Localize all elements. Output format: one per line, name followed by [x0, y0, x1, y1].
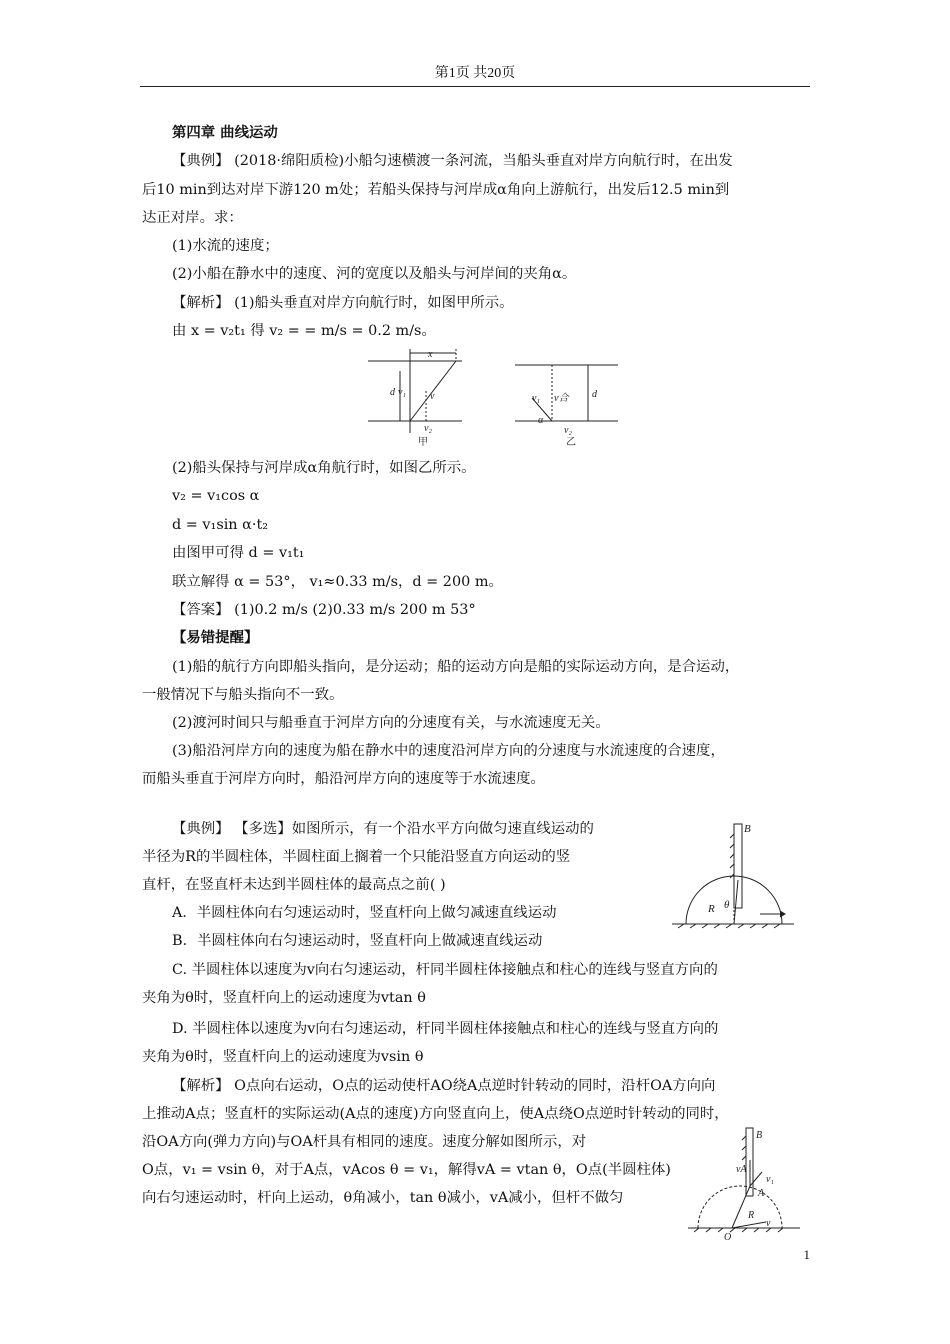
fig3-v1-label: v₁: [766, 1174, 774, 1185]
fig3-O-label: O: [724, 1232, 732, 1243]
fig-jia-v-label: v: [430, 391, 435, 402]
fig2-B-label: B: [744, 823, 751, 835]
ex1-solution-line1: 【解析】 (1)船头垂直对岸方向航行时，如图甲所示。: [172, 295, 514, 311]
ex1-question-line1: 【典例】 (2018·绵阳质检)小船匀速横渡一条河流，当船头垂直对岸方向航行时，在出发: [172, 153, 733, 169]
half-cylinder-rod-figure: [668, 818, 798, 930]
ex2-option-c-line2: 夹角为θ时，竖直杆向上的运动速度为vtan θ: [142, 990, 426, 1006]
page-header: 第1页 共20页: [434, 66, 516, 81]
fig3-A-label: A: [758, 1188, 765, 1199]
ex2-question-line1: 【典例】 【多选】如图所示，有一个沿水平方向做匀速直线运动的: [172, 821, 594, 837]
ex1-answer: 【答案】 (1)0.2 m/s (2)0.33 m/s 200 m 53°: [172, 602, 476, 618]
ex1-tip1-line2: 一般情况下与船头指向不一致。: [142, 687, 344, 703]
fig3-vA-label: vA: [736, 1164, 747, 1175]
fig3-v-label: v: [766, 1218, 771, 1229]
fig3-B-label: B: [756, 1130, 763, 1141]
ex1-tip3-line2: 而船头垂直于河岸方向时，船沿河岸方向的速度等于水流速度。: [142, 771, 545, 787]
ex1-tip1-line1: (1)船的航行方向即船头指向，是分运动；船的运动方向是船的实际运动方向，是合运动，: [172, 659, 740, 675]
chapter-title: 第四章 曲线运动: [172, 124, 278, 141]
ex1-tip-title: 【易错提醒】: [172, 629, 259, 646]
fig-jia-caption: 甲: [418, 437, 428, 448]
fig-jia-v1-label: v₁: [398, 387, 406, 398]
ex2-option-a: A．半圆柱体向右匀速运动时，竖直杆向上做匀减速直线运动: [172, 905, 557, 921]
ex1-tip2: (2)渡河时间只与船垂直于河岸方向的分速度有关，与水流速度无关。: [172, 715, 610, 731]
ex2-option-d-line2: 夹角为θ时，竖直杆向上的运动速度为vsin θ: [142, 1049, 424, 1065]
fig3-R-label: R: [748, 1210, 755, 1221]
header-rule: [140, 86, 810, 87]
ex2-solution-line5: 向右匀速运动时，杆向上运动，θ角减小，tan θ减小，vA减小，但杆不做匀: [142, 1190, 624, 1206]
ex1-subq1: (1)水流的速度；: [172, 238, 279, 254]
fig2-R-label: R: [708, 903, 715, 915]
fig2-theta-label: θ: [724, 899, 730, 911]
fig-yi-d-label: d: [592, 389, 597, 400]
fig-jia-d-label: d: [390, 387, 395, 398]
ex2-solution-line4: O点，v₁ = vsin θ，对于A点，vAcos θ = v₁，解得vA = vtan θ，O点(半圆柱体): [142, 1162, 671, 1178]
ex1-question-line3: 达正对岸。求：: [142, 210, 243, 226]
ex2-solution-line2: 上推动A点；竖直杆的实际运动(A点的速度)方向竖直向上，使A点绕O点逆时针转动的同时，: [142, 1106, 729, 1122]
fig-yi-vhe-label: v合: [554, 393, 569, 404]
ex2-solution-line3: 沿OA方向(弹力方向)与OA杆具有相同的速度。速度分解如图所示，对: [142, 1134, 587, 1150]
velocity-decomposition-figure: [684, 1124, 804, 1244]
ex1-solution-line2: 由 x = v₂t₁ 得 v₂ = = m/s = 0.2 m/s。: [172, 323, 436, 339]
ex2-option-b: B．半圆柱体向右匀速运动时，竖直杆向上做减速直线运动: [172, 933, 543, 949]
fig-yi-v2-label: v₂: [564, 425, 572, 436]
ex2-solution-line1: 【解析】 O点向右运动，O点的运动使杆AO绕A点逆时针转动的同时，沿杆OA方向向: [172, 1078, 716, 1094]
ex1-question-line2: 后10 min到达对岸下游120 m处；若船头保持与河岸成α角向上游航行，出发后12.5 min到: [142, 182, 730, 198]
ex1-tip3-line1: (3)船沿河岸方向的速度为船在静水中的速度沿河岸方向的分速度与水流速度的合速度，: [172, 743, 725, 759]
ex1-subq2: (2)小船在静水中的速度、河的宽度以及船头与河岸间的夹角α。: [172, 266, 577, 282]
ex2-option-d-line1: D. 半圆柱体以速度为v向右匀速运动，杆同半圆柱体接触点和柱心的连线与竖直方向的: [172, 1021, 719, 1037]
fig-yi-v1-label: v₁: [532, 393, 540, 404]
ex2-question-line3: 直杆，在竖直杆未达到半圆柱体的最高点之前( ): [142, 877, 446, 893]
ex2-option-c-line1: C. 半圆柱体以速度为v向右匀速运动，杆同半圆柱体接触点和柱心的连线与竖直方向的: [172, 962, 718, 978]
ex1-result: 联立解得 α = 53°， v₁≈0.33 m/s，d = 200 m。: [172, 574, 503, 590]
ex1-eq2: d = v₁sin α·t₂: [172, 517, 268, 533]
ex1-eq1: v₂ = v₁cos α: [172, 488, 260, 504]
ex1-solution-line3: (2)船头保持与河岸成α角航行时，如图乙所示。: [172, 460, 476, 476]
fig-yi-alpha-label: α: [538, 415, 544, 426]
ex1-eq3: 由图甲可得 d = v₁t₁: [172, 545, 305, 561]
fig-yi-caption: 乙: [566, 437, 576, 448]
fig-jia-x-label: x: [428, 349, 433, 360]
fig-jia-v2-label: v₂: [424, 423, 432, 434]
ex2-question-line2: 半径为R的半圆柱体，半圆柱面上搁着一个只能沿竖直方向运动的竖: [142, 849, 571, 865]
boat-crossing-figures: [360, 343, 625, 451]
page-number: 1: [803, 1247, 810, 1262]
